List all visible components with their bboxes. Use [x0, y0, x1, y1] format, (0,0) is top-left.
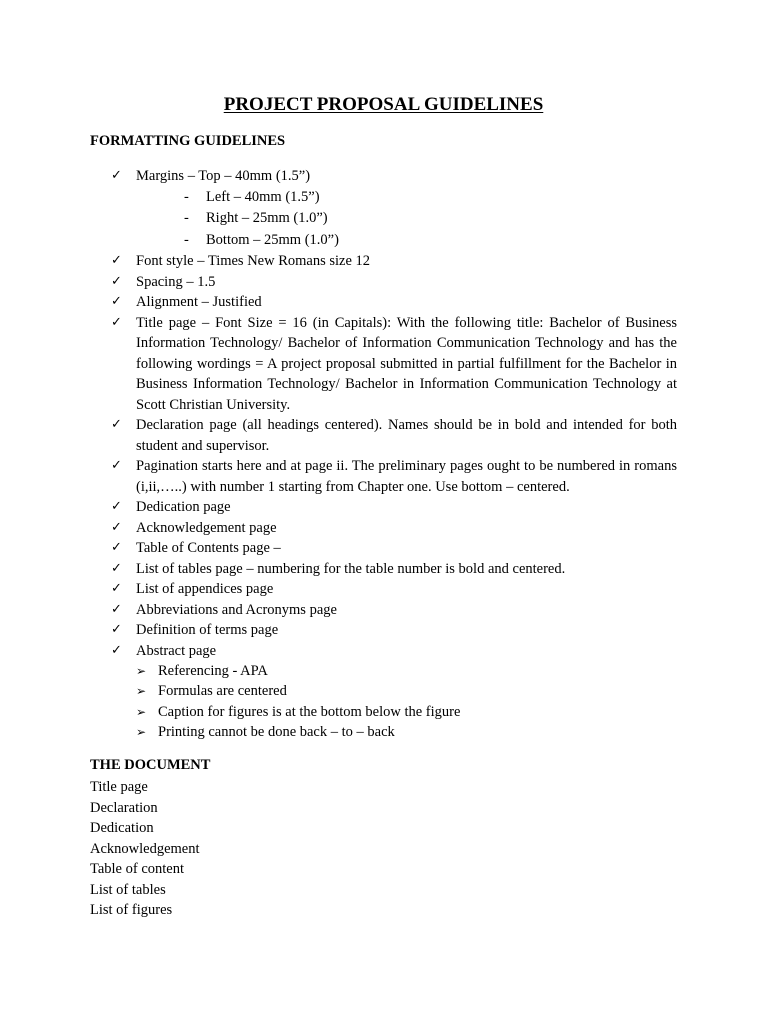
dash-bullet: -: [184, 210, 189, 226]
checkmark-icon: ✓: [111, 560, 122, 576]
dash-bullet: -: [184, 231, 189, 248]
checkmark-icon: ✓: [111, 168, 122, 183]
checkmark-icon: ✓: [111, 314, 122, 330]
list-item-text: List of appendices page: [136, 581, 274, 597]
arrow-item-text: Referencing - APA: [158, 663, 268, 679]
checkmark-icon: ✓: [111, 540, 122, 555]
margin-sub-text: Left – 40mm (1.5”): [206, 188, 320, 205]
list-item: [90, 620, 677, 641]
checkmark-icon: ✓: [111, 458, 122, 473]
document-item: Acknowledgement: [90, 840, 200, 857]
margin-sub-item: [90, 230, 677, 252]
document-item: Declaration: [90, 799, 158, 816]
list-item-text: Declaration page (all headings centered). Names should be in bold and intended for both student and supervisor.: [136, 417, 677, 454]
document-item: Title page: [90, 779, 148, 795]
document-item: Dedication: [90, 820, 154, 836]
arrow-bullet-icon: ➢: [136, 704, 147, 719]
document-item: Table of content: [90, 861, 185, 877]
list-item: [90, 538, 677, 559]
document-item: List of tables: [90, 881, 166, 898]
formatting-guidelines-heading: FORMATTING GUIDELINES: [90, 133, 286, 149]
margin-sub-item: [90, 208, 677, 230]
checkmark-icon: ✓: [111, 581, 122, 596]
list-item: [90, 272, 677, 293]
arrow-list-item: [90, 681, 677, 701]
arrow-item-text: Formulas are centered: [158, 683, 287, 700]
list-item-text: List of tables page – numbering for the table number is bold and centered.: [136, 560, 566, 577]
document-contents-list: [90, 777, 200, 921]
arrow-item-text: Caption for figures is at the bottom below the figure: [158, 703, 461, 720]
list-item: [90, 456, 677, 497]
document-page: [90, 0, 677, 1024]
arrow-bullet-icon: ➢: [136, 684, 147, 699]
list-item: [90, 497, 677, 518]
document-item: List of figures: [90, 902, 173, 918]
checkmark-icon: ✓: [111, 253, 122, 268]
checkmark-icon: ✓: [111, 294, 122, 309]
list-item: [90, 579, 677, 600]
list-item-text: Pagination starts here and at page ii. The preliminary pages ought to be numbered in romans (i,ii,…..) with number 1 starting from Chapter one. Use bottom – centered.: [136, 458, 677, 495]
list-item: [90, 559, 677, 580]
list-item-text: Font style – Times New Romans size 12: [136, 253, 371, 269]
checkmark-icon: ✓: [111, 601, 122, 617]
arrow-bullet-icon: ➢: [136, 664, 147, 678]
arrow-list-item: [90, 661, 677, 681]
checkmark-icon: ✓: [111, 499, 122, 514]
list-item: [90, 415, 677, 456]
formatting-checklist: [90, 166, 677, 742]
list-item: [90, 292, 677, 313]
list-item-text: Title page – Font Size = 16 (in Capitals): With the following title: Bachelor of Business Information Technology/ Bachelor of Information Communication Technology and has the following wordings = A project proposal submitted in partial fulfillment for the Bachelor in Business Information Technology/ Bachelor in Information Communication Technology at Scott Christian University.: [136, 314, 677, 413]
list-item: [90, 518, 677, 539]
list-item: [90, 600, 677, 621]
checkmark-icon: ✓: [111, 273, 122, 289]
the-document-heading: THE DOCUMENT: [90, 757, 211, 773]
list-item-text: Dedication page: [136, 499, 231, 515]
list-item: [90, 641, 677, 662]
arrow-bullet-icon: ➢: [136, 724, 147, 739]
margin-sub-text: Right – 25mm (1.0”): [206, 210, 328, 226]
page-title: PROJECT PROPOSAL GUIDELINES: [223, 94, 544, 115]
list-item-text: Alignment – Justified: [136, 294, 262, 310]
arrow-list-item: [90, 722, 677, 742]
list-item-text: Definition of terms page: [136, 622, 279, 638]
list-item-text: Spacing – 1.5: [136, 273, 216, 290]
list-item-text: Margins – Top – 40mm (1.5”): [136, 168, 311, 184]
margin-sub-text: Bottom – 25mm (1.0”): [206, 231, 339, 248]
list-item-text: Abbreviations and Acronyms page: [136, 601, 337, 618]
checkmark-icon: ✓: [111, 519, 122, 535]
checkmark-icon: ✓: [111, 642, 122, 658]
list-item-text: Acknowledgement page: [136, 519, 277, 536]
list-item: [90, 313, 677, 416]
arrow-item-text: Printing cannot be done back – to – back: [158, 723, 395, 740]
list-item-text: Table of Contents page –: [136, 540, 281, 556]
list-item: [90, 251, 677, 272]
dash-bullet: -: [184, 188, 189, 205]
list-item: [90, 166, 677, 187]
margin-sub-item: [90, 187, 677, 209]
list-item-text: Abstract page: [136, 642, 217, 659]
checkmark-icon: ✓: [111, 417, 122, 432]
checkmark-icon: ✓: [111, 622, 122, 637]
arrow-list-item: [90, 702, 677, 722]
